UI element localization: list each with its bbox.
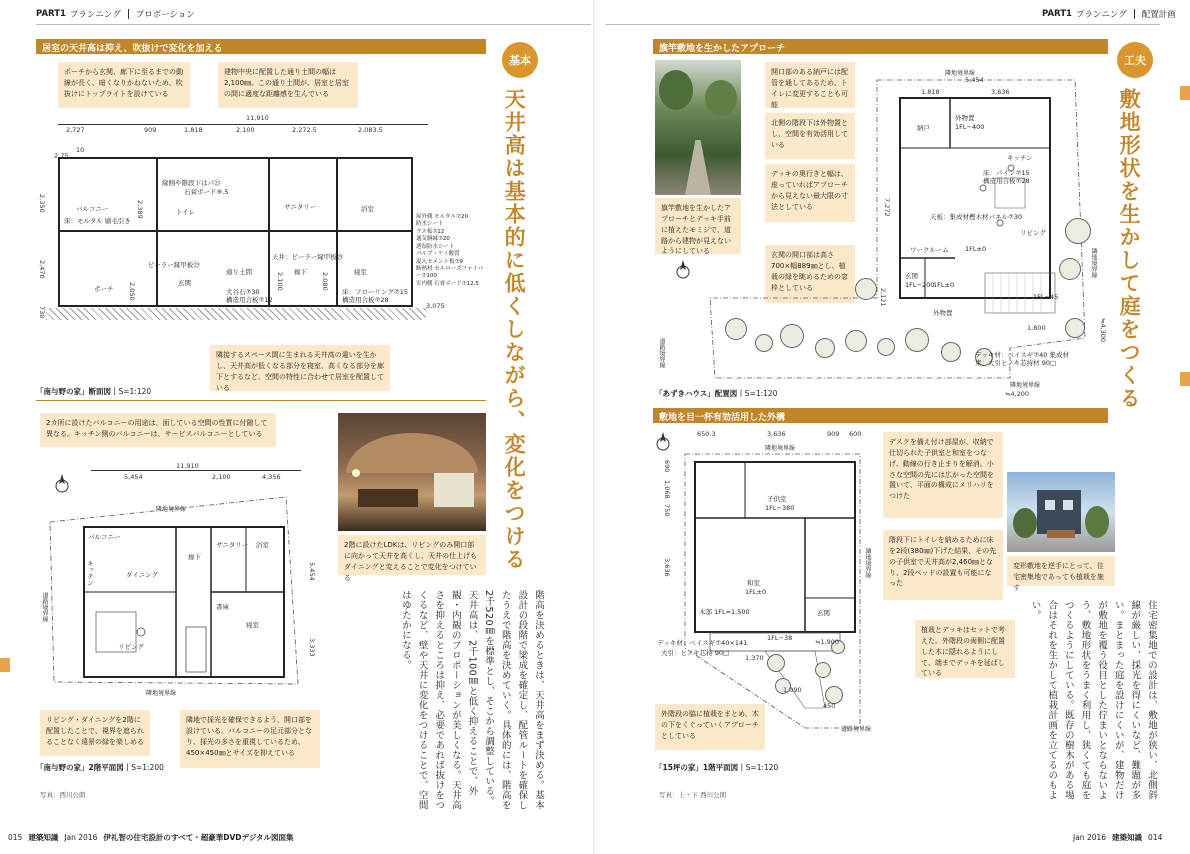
dim-label: 2,100 [276, 272, 284, 291]
interior-photo [338, 413, 486, 531]
room-label: 玄関 [905, 272, 918, 280]
dim-label: 2,121 [879, 288, 887, 307]
room-label: 子供室 [767, 495, 787, 503]
material-note: 石膏ボード⑨.5 [184, 188, 229, 196]
room-label: 1FL−45 [1033, 293, 1059, 301]
material-note: デッキ材：ベイスギ⑦40×141 [657, 639, 748, 647]
material-note: 大引：ヒノキ芯持 90□ [661, 649, 730, 657]
dim-label: 5,454 [308, 562, 316, 581]
right-page [595, 0, 1190, 854]
dim-label: 2,727 [66, 126, 85, 134]
part-label: PART1 [36, 9, 66, 19]
dim-label: 650.3 [697, 430, 716, 438]
side-tab [1180, 372, 1190, 386]
dim-label: 3,636 [663, 558, 671, 577]
material-note: 構造用合板⑦12 [226, 296, 273, 304]
dim-label: 690 [663, 460, 671, 473]
dim-label: 7,272 [883, 198, 891, 217]
dim-label: 2,389 [136, 200, 144, 219]
vertical-title: 天井高は基本的に低くしながら、変化をつける [502, 88, 527, 571]
bar-heading: 旗竿敷地を生かしたアプローチ [653, 39, 1108, 54]
note-callout: 北側の階段下は外物置とし、空間を有効活用している [765, 113, 855, 159]
note-callout: 玄関の開口部は高さ700×幅889㎜とし、植栽の緑を眺めるための窓枠としている [765, 245, 855, 303]
dim-label: 2.75 [54, 152, 69, 160]
material-note: 床：フローリング⑦15 [342, 288, 408, 296]
boundary-label: 隣地境界線 [146, 690, 177, 697]
left-page-footer [8, 832, 294, 843]
note-callout: 建物中央に配置した通り土間の幅は2,100㎜。この通り土間が、居室と居室の間に適度な距離感を生んでいる [218, 62, 358, 108]
caption-scale: S=1:120 [745, 763, 779, 772]
note-callout: ポーチから玄関、廊下に至るまでの動線が長く、暗くなりかねないため、吹抜けにトップライトを設けている [58, 62, 190, 108]
issue-label: Jan 2016 [1073, 833, 1107, 842]
note-callout: リビング・ダイニングを2階に配置したことで、視界を遮られることなく遠景の緑を楽しめる [40, 710, 150, 756]
room-label: 廊下 [188, 553, 201, 561]
room-label: ダイニング [126, 571, 158, 579]
room-label: リビング [118, 643, 144, 651]
dim-label: 5,454 [124, 473, 143, 481]
note-callout: 2カ所に設けたバルコニーの用途は、面している空間の性質に付随して異なる。キッチン側のバルコニーは、サービスバルコニーとしている [40, 413, 276, 447]
dim-label: 10 [76, 146, 85, 154]
material-note: デッキ材：ベイスギ⑦40 集成材 [975, 351, 1069, 359]
room-label: キッチン [1007, 154, 1033, 162]
right-page-header [1042, 8, 1176, 20]
section-title: 配置計画 [1141, 10, 1176, 20]
room-label: 1FL±0 [965, 245, 987, 253]
note-callout: デッキの奥行きと幅は、座っていればアプローチから見えない最大限の寸法としている [765, 164, 855, 222]
caption-title: 「南与野の家」2階平面図 [36, 763, 124, 772]
dim-label: 5,454 [965, 76, 984, 84]
room-label: 外物置 [955, 114, 975, 122]
dim-label: ≒4,200 [1005, 390, 1030, 398]
room-label: 玄関 [178, 279, 191, 287]
material-note: 天井：ビーラー縁甲板㉙ [272, 253, 344, 261]
boundary-label: 隣地境界線 [1010, 382, 1041, 389]
dim-label: 909 [827, 430, 840, 438]
figure-caption: 「15坪の家」1階平面図｜S=1:120 [655, 763, 779, 772]
page-number: 015 [8, 833, 23, 842]
wall-spec-line: パルプ・ケイ酸質 [416, 251, 460, 258]
wall-spec-line: ラス板⑦12 [416, 228, 445, 235]
room-label: 寝室 [246, 621, 259, 629]
dim-label: 750 [663, 504, 671, 517]
dim-label: 3,636 [767, 430, 786, 438]
room-label: バルコニー [88, 533, 121, 541]
room-label: 納戸 [917, 124, 930, 132]
caption-scale: S=1:200 [131, 763, 164, 772]
boundary-label: 隣地境界線 [156, 506, 187, 513]
boundary-label: 道路境界線 [41, 592, 48, 622]
material-note: 構造用合板⑦28 [983, 177, 1030, 185]
magazine-name: 建築知識 [1112, 833, 1143, 842]
dim-label: 4,356 [262, 473, 281, 481]
figure-caption: 「南与野の家」断面図｜S=1:120 [36, 387, 152, 396]
dim-label: ≒1,900 [815, 638, 840, 646]
part-title: プランニング [69, 10, 121, 20]
part-label: PART1 [1042, 9, 1072, 19]
dim-label: 1,818 [921, 88, 940, 96]
material-note: 大谷石⑦30 [226, 288, 260, 296]
material-note: 天板：集成材樫木材パネル⑦30 [930, 213, 1023, 221]
bar-heading: 居室の天井高は抑え、吹抜けで変化を加える [36, 39, 486, 54]
side-tab [1180, 86, 1190, 100]
material-note: 木部 1FL=1,500 [699, 608, 750, 616]
body-text: 住宅密集地での設計は、敷地が狭い、北側斜線が厳しい、採光を得にくいなど、難題が多い。まとまった庭を設けにくいが、建物だけが敷地を覆う役目とした佇まいとならないよう、敷地形状をうまく利用し、狭くても庭をつくるようにしている。既存の樹木がある場合はそれを生かして植栽計画を立てるのもよい。 [1029, 600, 1157, 800]
note-callout: デスクを備え付け部屋が、収納で仕切られた子供室と和室をつなげ、動線の行き止まりを解消。小さな空間の先には広がった空間を置いて、平面の構成にメリハリをつけた [883, 432, 1003, 518]
caption-scale: S=1:120 [118, 387, 152, 396]
room-label: キッチン [86, 560, 94, 586]
material-note: ビーラー縁甲板㉙ [148, 261, 200, 269]
exterior-photo [1007, 472, 1115, 552]
side-tab [0, 658, 10, 672]
boundary-label: 隣地境界線 [945, 70, 976, 77]
magazine-name: 建築知識 [28, 833, 59, 842]
bar-heading: 敷地を目一杯有効活用した外構 [653, 408, 1108, 423]
dim-label: 3,075 [426, 302, 445, 310]
room-label: 通り土間 [226, 268, 252, 276]
room-label: 外物置 [933, 309, 953, 317]
wall-spec [416, 214, 486, 288]
wall-spec-line: 防水シート [416, 221, 444, 228]
room-label: ワークルーム [910, 246, 949, 254]
dim-label: 2,083.5 [358, 126, 383, 134]
material-note: 縁側や階段下はパ㉓ [162, 179, 221, 187]
wall-spec-line: 透湿防水シート [416, 243, 455, 250]
room-label: トイレ [176, 208, 196, 216]
room-label: 浴室 [361, 205, 374, 213]
dim-label: 1,818 [184, 126, 203, 134]
room-label: 寝室 [354, 268, 367, 276]
dim-label: 2,272.5 [292, 126, 317, 134]
note-callout: 外階段の脇に植栽をまとめ、木の下をくぐっていくアプローチとしている [655, 704, 765, 750]
note-callout: 階段下にトイレを納めるために床を2段(380㎜)下げた結果、その先の子供室で天井高が2,460㎜となり、2段ベッドの設置も可能になった [883, 530, 1003, 600]
left-page-header [36, 8, 195, 20]
body-text: 階高を決めるときは、天井高をまず決める。基本設計の段階で梁成を確定し、配管ルートを確保したうえで階高を決めていく。具体的には、階高を2千520㎜を標準とし、そこから調整している。天井高は、2千100㎜と低く抑えることで、外観・内観のプロポーションが美しくなる。天井高さを抑えるところは抑え、必要であれば抜けをつくるなど、壁や天井に変化をつけることで、空間はゆたかになる。 [400, 590, 544, 810]
right-page-footer [1073, 832, 1162, 843]
dim-label: 3,636 [991, 88, 1010, 96]
material-note: 床：パイン⑦15 [983, 169, 1030, 177]
note-callout: 植栽とデッキはセットで考えた。外階段の両側に配置した木に隠れるようにして、端までデッキを延ばしている [915, 620, 1015, 678]
dim-label: 1,800 [1027, 324, 1046, 332]
room-label: 1FL±0 [745, 588, 767, 596]
caption-title: 「15坪の家」1階平面図 [655, 763, 739, 772]
dim-label: 450 [823, 702, 836, 710]
dim-label: 2,100 [212, 473, 231, 481]
material-note: 構造用合板⑦28 [342, 296, 389, 304]
dim-label: 730 [38, 306, 46, 319]
boundary-label: 道路境界線 [658, 338, 665, 368]
site-boundary-outline [36, 452, 326, 707]
dim-label: 3,333 [308, 638, 316, 657]
caption-title: 「あずきハウス」配置図 [655, 389, 738, 398]
material-note: 床：モルタル 刷毛引き [64, 217, 131, 225]
section-title: プロポーション [135, 10, 195, 20]
dim-label: 2,080 [321, 272, 329, 291]
wall-spec-line: 室内側 石膏ボード⑦12.5 [416, 280, 479, 287]
boundary-label: 隣地境界線 [864, 548, 871, 578]
room-label: バルコニー [76, 205, 109, 213]
category-badge: 基本 [502, 42, 538, 78]
dim-label: 2,470 [38, 260, 46, 279]
caption-scale: S=1:120 [744, 389, 778, 398]
figure-caption: 「南与野の家」2階平面図｜S=1:200 [36, 763, 164, 772]
dim-label: 2,350 [38, 194, 46, 213]
room-label: 玄関 [817, 609, 830, 617]
room-label: 1FL±0 [933, 281, 955, 289]
room-label: ポーチ [94, 285, 114, 293]
part-title: プランニング [1075, 10, 1127, 20]
dim-label: 1,068 [663, 480, 671, 499]
north-arrow-icon [675, 258, 691, 282]
room-label: 1FL−380 [765, 504, 795, 512]
room-label: リビング [1020, 229, 1046, 237]
book-title: 伊礼智の住宅設計のすべて・超豪華DVDデジタル図面集 [103, 833, 294, 842]
photo-credit: 写真：西川公朗 [40, 791, 86, 799]
note-callout: 開口部のある納戸には配管を通してあるため、トイレに変更することも可能 [765, 62, 855, 108]
material-note: 束：大引ヒノキ芯持材 90□ [975, 359, 1057, 367]
photo-caption: 旗竿敷地を生かしたアプローチとデッキ手前に植えたモミジで、道路から建物が見えないようにしている [655, 198, 741, 254]
photo-caption: 変形敷地を逆手にとって、住宅密集地であっても植栽を施す [1007, 556, 1115, 586]
figure-caption: 「あずきハウス」配置図｜S=1:120 [655, 389, 778, 398]
note-callout: 隣接するスペース間に生まれる天井高の違いを生かし、天井高が低くなる部分を寝室、高くなる部分を廊下とするなど、空間の特性に合わせて居室を配置している [210, 345, 390, 391]
room-label: 和室 [747, 579, 760, 587]
dim-label: 2,100 [236, 126, 255, 134]
vertical-title: 敷地形状を生かして庭をつくる [1117, 88, 1142, 410]
room-label: 書庫 [216, 603, 229, 611]
boundary-label: 隣地境界線 [1090, 248, 1097, 278]
photo-credit: 写真：上・下 西川公朗 [659, 791, 727, 799]
page-number: 014 [1148, 833, 1163, 842]
boundary-label: 道路境界線 [841, 726, 872, 733]
dim-label: 11,910 [176, 462, 199, 470]
room-label: サニタリー [216, 541, 249, 549]
caption-title: 「南与野の家」断面図 [36, 387, 111, 396]
category-badge: 工夫 [1117, 42, 1153, 78]
wall-spec-line: 断熱材 セルローズファイバー⑦100 [416, 265, 484, 280]
dim-label: 600 [849, 430, 862, 438]
dim-label: 2,050 [128, 282, 136, 301]
dim-label: 11,910 [246, 114, 269, 122]
wall-spec-line: 混入セメント板⑦9 [416, 258, 463, 265]
dim-label: ≒4,300 [1099, 318, 1107, 343]
dim-label: 1,370 [745, 654, 764, 662]
floor-plan-2f [36, 452, 326, 707]
dim-label: 1,090 [783, 686, 802, 694]
room-label: サニタリー [284, 203, 317, 211]
section-drawing [36, 112, 486, 337]
dim-label: 909 [144, 126, 157, 134]
room-label: 浴室 [256, 541, 269, 549]
room-label: 1FL−400 [955, 123, 985, 131]
material-note: 1FL−38 [767, 634, 793, 642]
photo-caption: 2階に設けたLDKは、リビングのみ開口部に向かって天井を高くし、天井の仕上げもダイニングと変えることで変化をつけている [338, 535, 486, 575]
wall-spec-line: 通気胴縁⑦20 [416, 236, 450, 243]
issue-label: Jan 2016 [64, 833, 98, 842]
room-label: 廊下 [294, 268, 307, 276]
boundary-label: 隣地境界線 [765, 445, 796, 452]
note-callout: 隣地で採光を確保できるよう、開口部を設けている。バルコニーの足元部分となり、採光の多さを重視しているため、450×450㎜とサイズを抑えている [180, 710, 320, 768]
room-label: 1FL−200 [905, 281, 935, 289]
wall-spec-line: 屋外側 モルタル⑦20 [416, 214, 468, 220]
